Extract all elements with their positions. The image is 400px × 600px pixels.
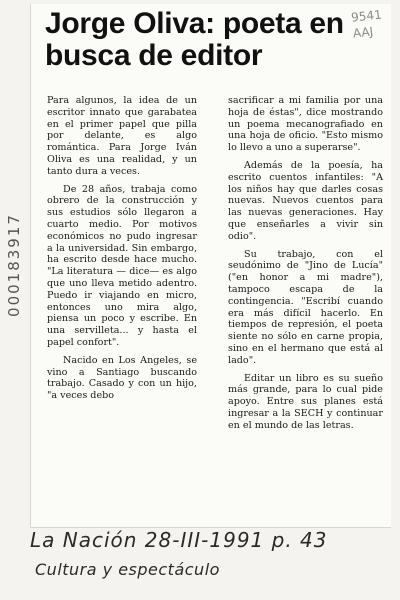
article-paragraph: De 28 años, trabaja como obrero de la construcción y sus estudios sólo llegaron a cuarto medio. Por motivos económicos no pudo ingresar a la universidad. Sin embargo, ha escrito desde hace mucho. "La literatura — dice— es algo que uno lleva metido adentro. Puedo ir viajando en micro, entonces uno mira algo, piensa un poco y escribe. En una servilleta... y hasta el papel confort". [47,183,197,348]
archive-side-number [0,165,30,365]
article-paragraph: Editar un libro es su sueño más grande, para lo cual pide apoyo. Entre sus planes está ingresar a la SECH y continuar en el mundo de las letras. [228,372,383,431]
article-paragraph: Su trabajo, con el seudónimo de "Jino de Lucía" ("en honor a mi madre"), tampoco escapa de la contingencia. "Escribí cuando era más difícil hacerlo. En tiempos de represión, el poeta siente no sólo en carne propia, sino en el hermano que está al lado". [228,248,383,366]
article-column-left [47,95,197,408]
article-paragraph: Nacido en Los Angeles, se vino a Santiago buscando trabajo. Casado y con un hijo, "a veces debo [47,354,197,402]
article-column-right [228,95,383,438]
article-paragraph: Además de la poesía, ha escrito cuentos infantiles: "A los niños hay que darles cosas nuevas. Nuevos cuentos para las nuevas generaciones. Hay que enseñarles a vivir sin odio". [228,159,383,242]
archive-margin-note [350,6,384,41]
archive-side-number-text: 000183917 [5,213,23,317]
handwritten-section-note: Cultura y espectáculo [35,560,220,579]
handwritten-source-note: La Nación 28-III-1991 p. 43 [30,528,328,552]
headline: Jorge Oliva: poeta en busca de editor [45,7,344,72]
article-paragraph: Para algunos, la idea de un escritor innato que garabatea en el primer papel que pilla por delante, es algo romántica. Para Jorge Iván Oliva es una realidad, y un tanto dura a veces. [47,95,197,177]
archive-initials: AAJ [352,24,374,41]
archive-code: 9541 [350,7,383,25]
article-paragraph: sacrificar a mi familia por una hoja de éstas", dice mostrando un poema mecanografiado en una hoja de oficio. "Esto mismo lo llevo a uno a superarse". [228,95,383,154]
